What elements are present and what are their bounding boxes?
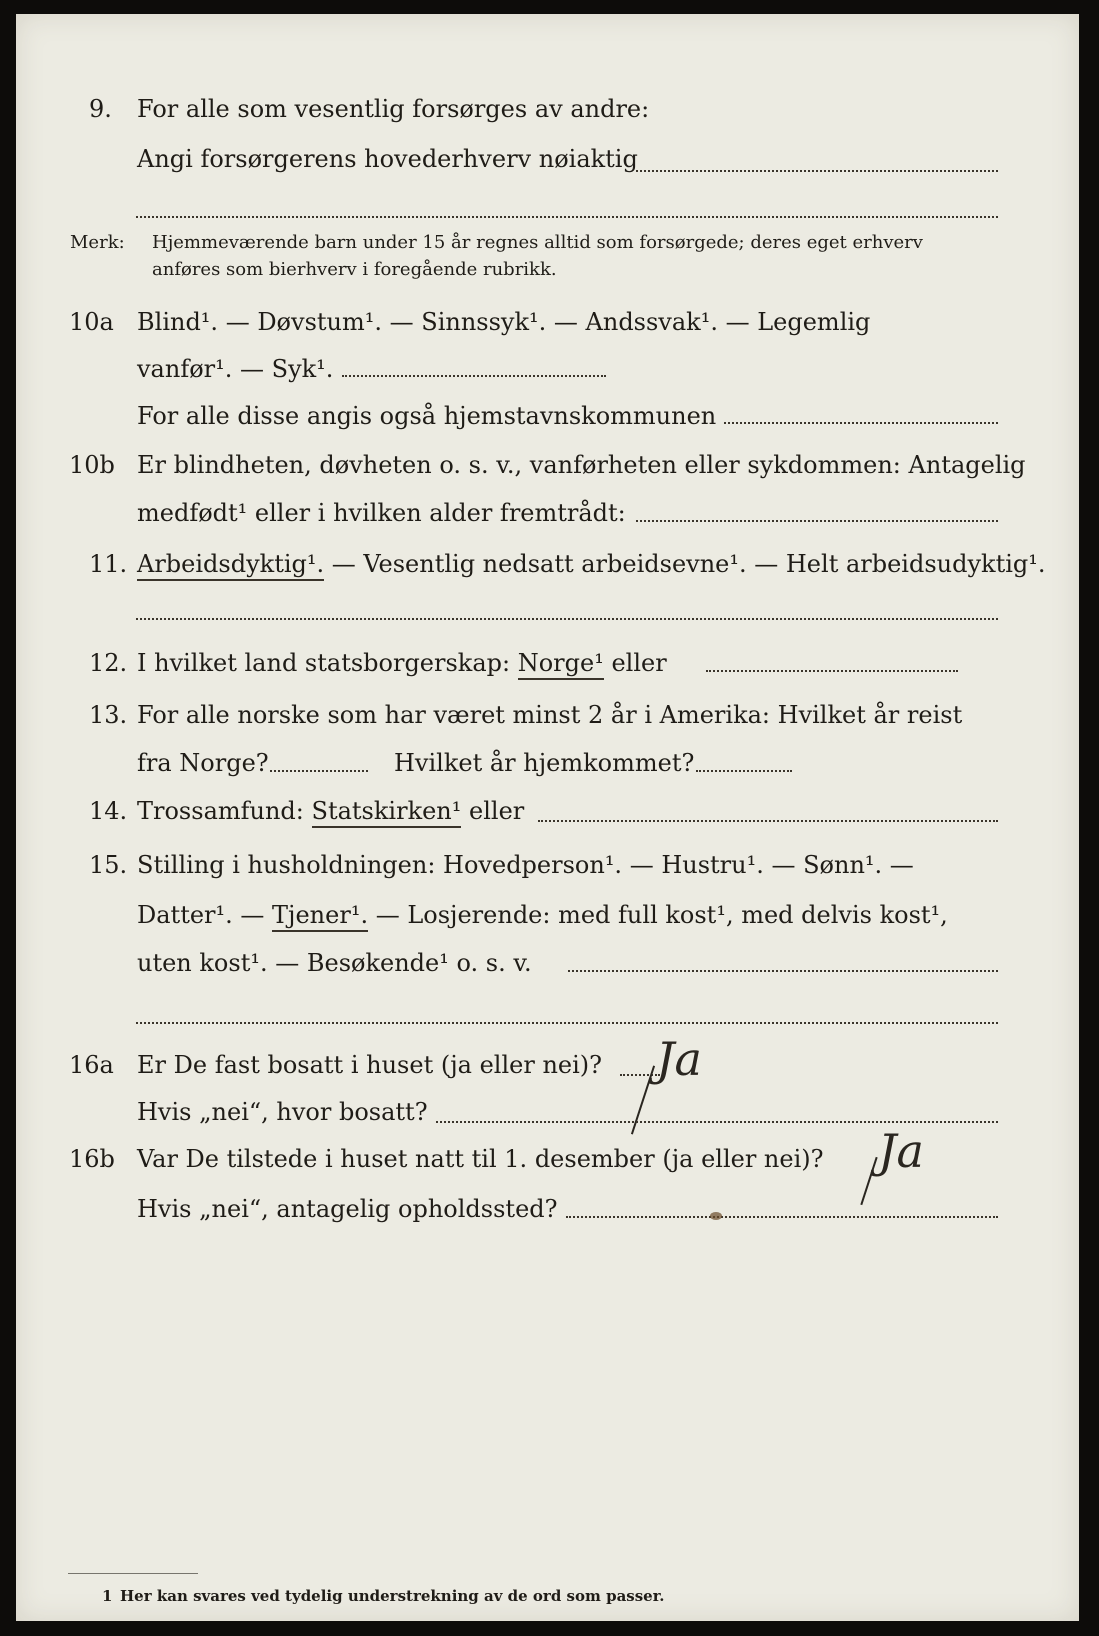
- merk-line1: Hjemmeværende barn under 15 år regnes alltid som forsørgede; deres eget erhverv: [152, 232, 923, 253]
- q15-line3: uten kost¹. — Besøkende¹ o. s. v.: [137, 949, 532, 977]
- q14-line: [137, 796, 524, 826]
- q15-line1: Stilling i husholdningen: Hovedperson¹. — Hustru¹. — Sønn¹. —: [137, 851, 914, 879]
- q13-line2a: fra Norge?: [137, 749, 269, 777]
- q12-line: [137, 648, 667, 678]
- q16b-line1: Var De tilstede i huset natt til 1. desember (ja eller nei)?: [137, 1145, 824, 1173]
- q14-number: 14.: [89, 797, 128, 825]
- q13-reist-line: [270, 770, 368, 772]
- ink-blot: [710, 1212, 722, 1220]
- q13-line2b: Hvilket år hjemkommet?: [394, 749, 695, 777]
- q15-answer-line-2: [136, 1022, 998, 1024]
- q14-question: Trossamfund:: [137, 797, 312, 825]
- q11-underlined-choice: Arbeidsdyktig¹.: [137, 550, 324, 581]
- q13-number: 13.: [89, 701, 128, 729]
- q14-underlined-choice: Statskirken¹: [312, 797, 462, 828]
- merk-label: Merk:: [70, 232, 125, 253]
- q13-hjemkommet-line: [696, 770, 792, 772]
- q10b-line2: medfødt¹ eller i hvilken alder fremtrådt:: [137, 499, 626, 527]
- q11-rest: — Vesentlig nedsatt arbeidsevne¹. — Helt arbeidsudyktig¹.: [324, 550, 1046, 578]
- q14-post: eller: [461, 797, 525, 825]
- q16a-line1: Er De fast bosatt i huset (ja eller nei)?: [137, 1051, 603, 1079]
- q11-line: [137, 549, 1046, 579]
- q15-number: 15.: [89, 851, 128, 879]
- q10a-line3: For alle disse angis også hjemstavnskommunen: [137, 402, 717, 430]
- q16b-number: 16b: [69, 1145, 115, 1173]
- q12-answer-line: [706, 670, 958, 672]
- q9-line2: Angi forsørgerens hovederhverv nøiaktig: [137, 145, 638, 173]
- q16a-answer-line: [620, 1074, 660, 1076]
- q16a-bosatt-line: [436, 1121, 998, 1123]
- q9-line1: For alle som vesentlig forsørges av andre:: [137, 95, 650, 123]
- q15-line2: [137, 900, 948, 930]
- q16a-line2: Hvis „nei“, hvor bosatt?: [137, 1098, 428, 1126]
- q10a-line2: vanfør¹. — Syk¹.: [137, 355, 334, 383]
- q11-answer-line: [136, 618, 998, 620]
- q14-answer-line: [538, 820, 998, 822]
- q12-underlined-choice: Norge¹: [518, 649, 604, 680]
- footnote-mark: 1: [102, 1587, 113, 1605]
- q9-answer-line: [636, 170, 998, 172]
- q15-line2b: — Losjerende: med full kost¹, med delvis kost¹,: [368, 901, 948, 929]
- q10a-number: 10a: [69, 308, 114, 336]
- q16b-handwritten-answer: Ja: [878, 1124, 924, 1178]
- census-form-page: [16, 14, 1079, 1621]
- q9-answer-line-2: [136, 216, 998, 218]
- q11-number: 11.: [89, 550, 128, 578]
- q12-number: 12.: [89, 649, 128, 677]
- q15-underlined-choice: Tjener¹.: [272, 901, 368, 932]
- q10a-syk-line: [342, 375, 606, 377]
- q16b-line2: Hvis „nei“, antagelig opholdssted?: [137, 1195, 558, 1223]
- q13-line1: For alle norske som har været minst 2 år i Amerika: Hvilket år reist: [137, 701, 963, 729]
- q10a-line1: Blind¹. — Døvstum¹. — Sinnssyk¹. — Andssvak¹. — Legemlig: [137, 308, 871, 336]
- q10b-line1: Er blindheten, døvheten o. s. v., vanførheten eller sykdommen: Antagelig: [137, 451, 1026, 479]
- q9-number: 9.: [89, 95, 112, 123]
- q10b-answer-line: [636, 520, 998, 522]
- q10a-kommune-line: [724, 422, 998, 424]
- merk-line2: anføres som bierhverv i foregående rubrikk.: [152, 259, 557, 280]
- q16a-handwritten-answer: Ja: [656, 1032, 702, 1086]
- footnote-text: Her kan svares ved tydelig understrekning av de ord som passer.: [120, 1587, 665, 1605]
- q12-post: eller: [603, 649, 667, 677]
- q12-question: I hvilket land statsborgerskap:: [137, 649, 518, 677]
- q10b-number: 10b: [69, 451, 115, 479]
- footnote-rule: [68, 1573, 198, 1574]
- q15-answer-line: [568, 970, 998, 972]
- q16a-number: 16a: [69, 1051, 114, 1079]
- q16b-pen-stroke: [860, 1157, 877, 1205]
- q16b-opholdssted-line: [566, 1216, 998, 1218]
- q15-line2a: Datter¹. —: [137, 901, 273, 929]
